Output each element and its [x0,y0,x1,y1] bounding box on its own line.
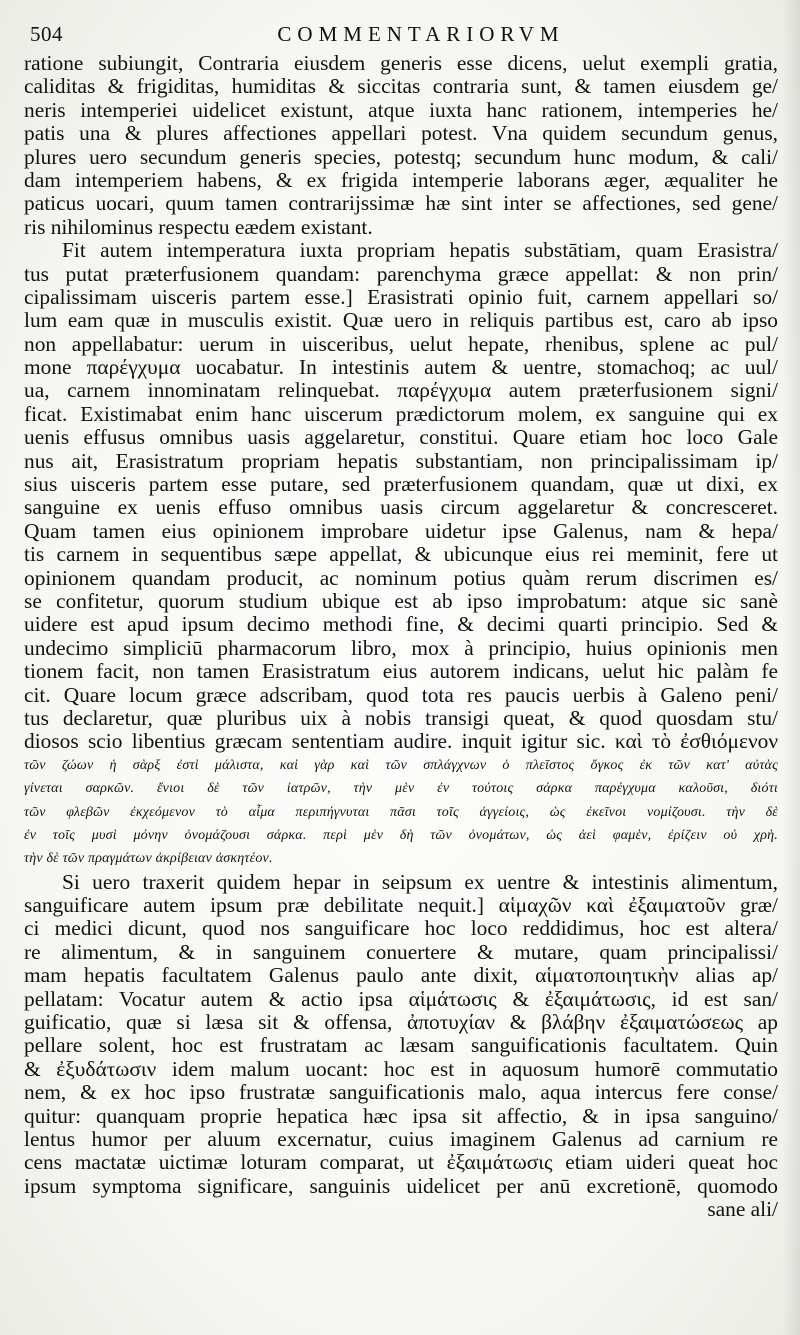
text-line: paticus uocari, quum tamen contrarijssimæ hæ sint inter se affectiones, sed gene/ [24,192,778,216]
text-line: se confitetur, quorum studium ubique est ab ipso improbatum: atque sic sanè [24,589,778,613]
text-line: mone παρέγχυμα uocabatur. In intestinis autem & uentre, stomachoq; ac uul/ [24,356,778,380]
text-line: pellatam: Vocatur autem & actio ipsa αἱμάτωσις & ἐξαιμάτωσις, id est san/ [24,987,778,1011]
text-line: ipsum symptoma significare, sanguinis uidelicet per anū excretionē, quomodo [24,1174,778,1198]
text-line: caliditas & frigiditas, humiditas & siccitas contraria sunt, & tamen eiusdem ge/ [24,75,778,99]
text-line: neris intemperiei uidelicet existunt, atque iuxta hanc rationem, intemperies he/ [24,98,778,122]
text-line: ua, carnem innominatam relinquebat. παρέγχυμα autem præterfusionem signi/ [24,379,778,403]
text-line: Quam tamen eius opinionem improbare uidetur ipse Galenus, nam & hepa/ [24,519,778,543]
text-line: Si uero traxerit quidem hepar in seipsum ex uentre & intestinis alimentum, [62,870,778,894]
text-line: nem, & ex hoc ipso frustratæ sanguificationis malo, aqua intercus fere conse/ [24,1081,778,1105]
text-line: tionem facit, non tamen Erasistratum eius autorem indicans, uelut hic palàm fe [24,660,778,684]
text-line: sanguine ex uenis effuso omnibus uasis circum aggelaretur & concresceret. [24,496,778,520]
page-number: 504 [30,22,63,46]
greek-quotation-line: τὴν δὲ τῶν πραγμάτων ἀκρίβειαν ἀσκητέον. [24,851,273,867]
text-line: & ἐξυδάτωσιν idem malum uocant: hoc est in aquosum humorē commutatio [24,1057,778,1081]
text-line: lentus humor per aluum excernatur, cuius imaginem Galenus ad carnium re [24,1127,778,1151]
text-line: patis una & plures affectiones appellari potest. Vna quidem secundum genus, [24,122,778,146]
text-line: tis carnem in sequentibus sæpe appellat, & ubicunque eius rei meminit, fere ut [24,543,778,567]
text-line: plures uero secundum generis species, potestq; secundum hunc modum, & cali/ [24,145,778,169]
greek-quotation-line: τῶν ζώων ἡ σὰρξ ἐστὶ μάλιστα, καὶ γὰρ καὶ τῶν σπλάγχνων ὁ πλεῖστος ὄγκος ἐκ τῶν κατ' αὐτὰς [24,757,778,773]
text-line: dam intemperiem habens, & ex frigida intemperie laborans æger, æqualiter he [24,168,778,192]
text-line: guificatio, quæ si læsa sit & offensa, ἀποτυχίαν & βλάβην ἐξαιματώσεως ap [24,1011,778,1035]
text-line: nus ait, Erasistratum propriam hepatis substantiam, non principalissimam ip/ [24,449,778,473]
running-title: COMMENTARIORVM [277,22,565,46]
text-line: tus declaretur, quæ pluribus uix à nobis transigi queat, & quod quosdam stu/ [24,706,778,730]
text-line: ci medici dicunt, quod nos sanguificare hoc loco reddidimus, hoc est altera/ [24,917,778,941]
text-line: mam hepatis facultatem Galenus paulo ante dixit, αἱματοποιητικὴν alias ap/ [24,964,778,988]
text-line: cens mactatæ uictimæ loturam comparat, ut ἐξαιμάτωσις etiam uideri queat hoc [24,1151,778,1175]
text-line: Fit autem intemperatura iuxta propriam hepatis substātiam, quam Erasistra/ [62,239,778,263]
text-line: cit. Quare locum græce adscribam, quod tota res paucis uerbis à Galeno peni/ [24,683,778,707]
page-edge-shadow [782,0,800,1335]
text-line: sane ali/ [707,1198,778,1222]
text-line: opinionem quandam producit, ac nominum potius quàm rerum discrimen es/ [24,566,778,590]
text-line: lum eam quæ in musculis existit. Quæ uero in reliquis partibus est, caro ab ipso [24,309,778,333]
text-line: ratione subiungit, Contraria eiusdem generis esse dicens, uelut exempli gratia, [24,52,778,75]
text-line: ficat. Existimabat enim hanc uiscerum prædictorum molem, ex sanguine qui ex [24,402,778,426]
greek-quotation-line: γίνεται σαρκῶν. ἔνιοι δὲ τῶν ἰατρῶν, τὴν μὲν ἐν τούτοις σάρκα παρέγχυμα καλοῦσι, διότι [24,781,778,797]
text-line: quitur: quanquam proprie hepatica hæc ipsa sit affectio, & in ipsa sanguino/ [24,1104,778,1128]
page-header [24,18,778,52]
text-line: ris nihilominus respectu eædem existant. [24,215,373,239]
text-line: undecimo simpliciū pharmacorum libro, mox à principio, huius opinionis men [24,636,778,660]
text-line: non appellabatur: uerum in uisceribus, uelut hepate, rhenibus, splene ac pul/ [24,332,778,356]
text-line: re alimentum, & in sanguinem conuertere & mutare, quam principalissi/ [24,940,778,964]
text-line: tus putat præterfusionem quandam: parenchyma græce appellat: & non prin/ [24,262,778,286]
body-text [24,52,778,1222]
text-line: cipalissimam uisceris partem esse.] Erasistrati opinio fuit, carnem appellari so/ [24,285,778,309]
text-line: sanguificare autem ipsum præ debilitate nequit.] αἱμαχῶν καὶ ἐξαιματοῦν græ/ [24,894,778,918]
text-line: diosos scio libentius græcam sententiam audire. inquit igitur sic. καὶ τὸ ἐσθιόμενον [24,730,778,754]
text-line: pellare solent, hoc est frustratam ac læsam sanguificationis facultatem. Quin [24,1034,778,1058]
text-line: uidere est apud ipsum decimo methodi fine, & decimi quarti principio. Sed & [24,613,778,637]
greek-quotation-line: ἐν τοῖς μυσὶ μόνην ὀνομάζουσι σάρκα. περὶ μὲν δὴ τῶν ὀνομάτων, ὡς ἀεὶ φαμὲν, ἐρίζειν οὐ χρὴ. [24,827,778,843]
text-line: uenis effusus omnibus uasis aggelaretur, constitui. Quare etiam hoc loco Gale [24,426,778,450]
text-line: sius uisceris partem esse putare, sed præterfusionem quandam, quæ ut dixi, ex [24,473,778,497]
greek-quotation-line: τῶν φλεβῶν ἐκχεόμενον τὸ αἷμα περιπήγνυται πᾶσι τοῖς ἀγγείοις, ὡς ἐκεῖνοι νομίζουσι. τὴν δὲ [24,804,778,820]
